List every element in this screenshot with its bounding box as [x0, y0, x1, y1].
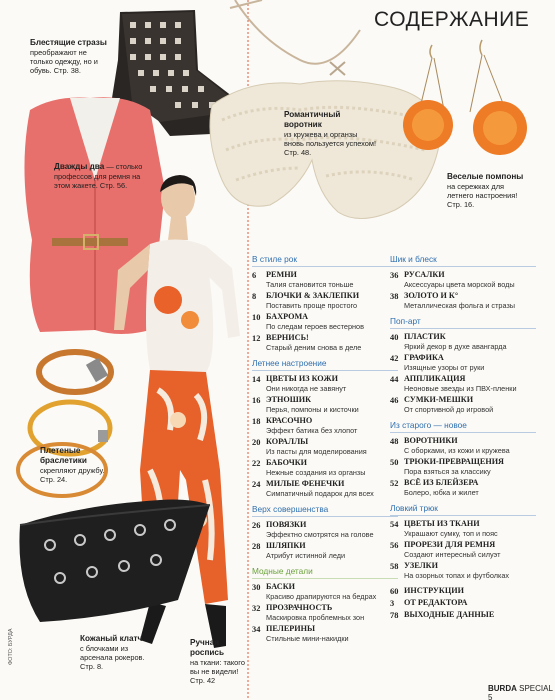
toc-entry-title: ЦВЕТЫ ИЗ КОЖИ: [266, 374, 338, 383]
toc-entry-title: БАХРОМА: [266, 312, 309, 321]
caption-strazy: [30, 38, 110, 75]
caption-vorotnik: [284, 110, 376, 157]
toc-right-column: [390, 254, 536, 626]
toc-entry-title: РУСАЛКИ: [404, 270, 445, 279]
caption-text: скрепляют дружбу. Стр. 24.: [40, 466, 105, 484]
toc-page-number: 24: [252, 480, 261, 489]
toc-entry-title: ЭТНОШИК: [266, 395, 312, 404]
toc-entry-title: КРАСОЧНО: [266, 416, 313, 425]
toc-entry-description: Стильные мини-накидки: [266, 634, 349, 643]
caption-pompony: [447, 172, 527, 209]
toc-entry-title: БАСКИ: [266, 582, 296, 591]
toc-entry-description: Металлическая фольга и стразы: [404, 301, 516, 310]
toc-entry-title: МИЛЫЕ ФЕНЕЧКИ: [266, 479, 345, 488]
toc-entry-description: Создают интересный силуэт: [404, 550, 501, 559]
toc-entry-text: [266, 333, 398, 352]
toc-entry[interactable]: [390, 598, 536, 608]
caption-title: Веселые помпоны: [447, 172, 524, 181]
pompom-earrings-image: [403, 40, 527, 155]
toc-page-number: 12: [252, 334, 261, 343]
caption-text: на ткани: такого вы не видели! Стр. 42: [190, 658, 245, 685]
toc-entry-description: Атрибут истинной леди: [266, 551, 346, 560]
toc-entry-description: Маскировка проблемных зон: [266, 613, 365, 622]
caption-text: преображают не только одежду, но и обувь. Стр. 38.: [30, 48, 98, 75]
toc-section-heading: Ловкий трюк: [390, 503, 536, 516]
toc-entry-text: [266, 520, 398, 539]
toc-page-number: 46: [390, 396, 399, 405]
toc-entry-description: Эффект батика без хлопот: [266, 426, 358, 435]
toc-entry-description: Болеро, юбка и жилет: [404, 488, 479, 497]
toc-entry[interactable]: [390, 291, 536, 310]
toc-left-column: [252, 254, 398, 649]
caption-text: на сережках для летнего настроения! Стр. 16.: [447, 182, 518, 209]
toc-section: [252, 358, 398, 498]
toc-section-heading: Верх совершенства: [252, 504, 398, 517]
toc-section-heading: Шик и блеск: [390, 254, 536, 267]
toc-entry-text: [266, 541, 398, 560]
toc-entry[interactable]: [390, 519, 536, 538]
toc-page-number: 42: [390, 354, 399, 363]
toc-entry-text: [266, 458, 398, 477]
toc-entry-text: [404, 332, 536, 351]
toc-section-heading: В стиле рок: [252, 254, 398, 267]
toc-entry-text: [266, 395, 398, 414]
toc-section: [252, 254, 398, 352]
toc-entry-title: ПРОЗРАЧНОСТЬ: [266, 603, 333, 612]
toc-entry-title: ВСЁ ИЗ БЛЕЙЗЕРА: [404, 478, 479, 487]
toc-entry[interactable]: [252, 437, 398, 456]
toc-entry-text: [266, 437, 398, 456]
toc-entry[interactable]: [390, 561, 536, 580]
leather-clutch-image: [19, 500, 210, 622]
toc-entry[interactable]: [390, 457, 536, 476]
toc-entry-text: [404, 540, 536, 559]
toc-entry-title: СУМКИ-МЕШКИ: [404, 395, 474, 404]
toc-page-number: 56: [390, 541, 399, 550]
toc-entry-description: Поставить проще простого: [266, 301, 358, 310]
toc-entry-description: Перья, помпоны и кисточки: [266, 405, 359, 414]
toc-entry[interactable]: [252, 541, 398, 560]
toc-entry-title: ТРЮКИ-ПРЕВРАЩЕНИЯ: [404, 457, 504, 466]
toc-page-number: 20: [252, 438, 261, 447]
toc-entry-description: От спортивной до игровой: [404, 405, 494, 414]
toc-entry[interactable]: [252, 291, 398, 310]
toc-page-number: 52: [390, 479, 399, 488]
toc-entry-text: [404, 610, 536, 620]
toc-entry-text: [404, 478, 536, 497]
toc-entry[interactable]: [252, 458, 398, 477]
toc-entry[interactable]: [252, 333, 398, 352]
toc-entry[interactable]: [252, 374, 398, 393]
toc-entry-text: [404, 270, 536, 289]
caption-title: Плетеные браслетики: [40, 446, 87, 465]
toc-entry-text: [404, 291, 536, 310]
toc-entry[interactable]: [252, 270, 398, 289]
toc-section-heading: Поп-арт: [390, 316, 536, 329]
toc-section: [252, 504, 398, 560]
toc-entry[interactable]: [390, 586, 536, 596]
caption-text: с блочками из арсенала рокеров. Стр. 8.: [80, 644, 145, 671]
toc-page-number: 36: [390, 271, 399, 280]
caption-title: Блестящие стразы: [30, 38, 107, 47]
toc-entry-title: ПЕЛЕРИНЫ: [266, 624, 316, 633]
toc-entry-description: Из пасты для моделирования: [266, 447, 367, 456]
toc-entry-description: Талия становится тоньше: [266, 280, 354, 289]
toc-page-number: 3: [390, 599, 395, 608]
toc-entry-description: Красиво драпируются на бедрах: [266, 592, 377, 601]
toc-entry-text: [266, 270, 398, 289]
toc-entry-text: [266, 374, 398, 393]
toc-entry[interactable]: [390, 540, 536, 559]
toc-entry[interactable]: [390, 395, 536, 414]
toc-entry-title: ВОРОТНИКИ: [404, 436, 458, 445]
toc-page-number: 78: [390, 611, 399, 620]
toc-page-number: 60: [390, 587, 399, 596]
toc-entry-title: ПЛАСТИК: [404, 332, 446, 341]
toc-page-number: 10: [252, 313, 261, 322]
toc-entry-text: [404, 395, 536, 414]
toc-entry-text: [404, 519, 536, 538]
caption-title: Кожаный клатч: [80, 634, 143, 643]
toc-entry-description: Украшают сумку, топ и пояс: [404, 529, 498, 538]
toc-entry[interactable]: [390, 332, 536, 351]
toc-page-number: 18: [252, 417, 261, 426]
toc-entry-title: ЦВЕТЫ ИЗ ТКАНИ: [404, 519, 480, 528]
toc-entry-description: С оборками, из кожи и кружева: [404, 446, 510, 455]
toc-entry[interactable]: [390, 353, 536, 372]
page-title: СОДЕРЖАНИЕ: [374, 8, 530, 31]
caption-title: Романтичный воротник: [284, 110, 341, 129]
toc-entry-title: КОРАЛЛЫ: [266, 437, 309, 446]
toc-entry-title: ВЕРНИСЬ!: [266, 333, 309, 342]
toc-entry-description: Неоновые звезды из ПВХ-пленки: [404, 384, 517, 393]
toc-section: [390, 254, 536, 310]
caption-braslety: [40, 446, 116, 484]
toc-entry-text: [266, 603, 398, 622]
toc-entry-description: Аксессуары цвета морской воды: [404, 280, 515, 289]
toc-entry-title: ИНСТРУКЦИИ: [404, 586, 464, 595]
caption-rospis: [190, 638, 252, 685]
toc-page-number: 32: [252, 604, 261, 613]
caption-text: — столько профессов для ремня на этом жакете. Стр. 56.: [54, 162, 143, 190]
toc-entry-text: [266, 312, 398, 331]
toc-page-number: 58: [390, 562, 399, 571]
toc-entry-text: [404, 374, 536, 393]
toc-page-number: 54: [390, 520, 399, 529]
toc-entry-text: [404, 586, 536, 596]
toc-page-number: 6: [252, 271, 257, 280]
toc-entry-description: Яркий декор в духе авангарда: [404, 342, 507, 351]
toc-entry-description: Нежные создания из органзы: [266, 468, 366, 477]
toc-page-number: 8: [252, 292, 257, 301]
toc-page-number: 40: [390, 333, 399, 342]
toc-entry-title: РЕМНИ: [266, 270, 297, 279]
toc-entry-title: БЛОЧКИ & ЗАКЛЕПКИ: [266, 291, 360, 300]
toc-section-heading: Летнее настроение: [252, 358, 398, 371]
toc-entry-title: АППЛИКАЦИЯ: [404, 374, 466, 383]
toc-entry-text: [266, 582, 398, 601]
toc-entry-description: По следам героев вестернов: [266, 322, 364, 331]
toc-page-number: 14: [252, 375, 261, 384]
toc-page-number: 30: [252, 583, 261, 592]
caption-title: Дважды два: [54, 162, 105, 171]
toc-entry-description: На озорных топах и футболках: [404, 571, 510, 580]
toc-section: [390, 503, 536, 580]
footer-brand: BURDA: [488, 684, 517, 693]
toc-entry[interactable]: [390, 436, 536, 455]
toc-section: [390, 586, 536, 620]
toc-entry-text: [266, 479, 398, 498]
toc-entry-text: [266, 624, 398, 643]
toc-section: [390, 316, 536, 414]
toc-entry[interactable]: [252, 582, 398, 601]
toc-entry-description: Изящные узоры от руки: [404, 363, 485, 372]
toc-page-number: 34: [252, 625, 261, 634]
toc-section-heading: Модные детали: [252, 566, 398, 579]
footer-page-number: 5: [488, 693, 493, 700]
toc-page-number: 22: [252, 459, 261, 468]
toc-section: [252, 566, 398, 643]
toc-entry[interactable]: [252, 479, 398, 498]
caption-dvazhdy: [54, 162, 154, 190]
toc-entry[interactable]: [390, 270, 536, 289]
toc-entry[interactable]: [252, 312, 398, 331]
toc-page-number: 28: [252, 542, 261, 551]
toc-page-number: 26: [252, 521, 261, 530]
toc-entry-description: Они никогда не завянут: [266, 384, 347, 393]
toc-entry[interactable]: [252, 416, 398, 435]
toc-entry[interactable]: [252, 395, 398, 414]
toc-section: [390, 420, 536, 497]
toc-entry-description: Пора взяться за классику: [404, 467, 491, 476]
toc-entry-text: [266, 291, 398, 310]
toc-entry-text: [404, 353, 536, 372]
toc-page-number: 44: [390, 375, 399, 384]
toc-section-heading: Из старого — новое: [390, 420, 536, 433]
toc-entry[interactable]: [390, 374, 536, 393]
toc-entry-description: Старый деним снова в деле: [266, 343, 362, 352]
toc-entry[interactable]: [252, 520, 398, 539]
toc-page-number: 48: [390, 437, 399, 446]
toc-page-number: 50: [390, 458, 399, 467]
toc-entry-title: ВЫХОДНЫЕ ДАННЫЕ: [404, 610, 495, 619]
toc-entry-text: [404, 561, 536, 580]
toc-page-number: 38: [390, 292, 399, 301]
toc-entry-title: ПРОРЕЗИ ДЛЯ РЕМНЯ: [404, 540, 496, 549]
toc-entry-title: ЗОЛОТО И К°: [404, 291, 459, 300]
toc-entry-title: ПОВЯЗКИ: [266, 520, 307, 529]
pink-jacket-image: [24, 97, 165, 334]
toc-entry-title: ГРАФИКА: [404, 353, 444, 362]
toc-entry[interactable]: [390, 478, 536, 497]
caption-title: Ручная роспись: [190, 638, 225, 657]
toc-entry[interactable]: [390, 610, 536, 620]
page-footer: [488, 684, 555, 700]
caption-klatch: [80, 634, 154, 671]
toc-entry[interactable]: [252, 603, 398, 622]
toc-page-number: 16: [252, 396, 261, 405]
toc-entry-title: УЗЕЛКИ: [404, 561, 438, 570]
toc-entry-description: Эффектно смотрятся на голове: [266, 530, 374, 539]
toc-entry-title: БАБОЧКИ: [266, 458, 308, 467]
footer-issue: SPECIAL: [519, 684, 553, 693]
toc-entry-text: [404, 598, 536, 608]
toc-entry-description: Симпатичный подарок для всех: [266, 489, 374, 498]
toc-entry-title: ШЛЯПКИ: [266, 541, 306, 550]
toc-entry-title: ОТ РЕДАКТОРА: [404, 598, 468, 607]
toc-entry[interactable]: [252, 624, 398, 643]
caption-text: из кружева и органзы вновь пользуется успехом! Стр. 48.: [284, 130, 377, 157]
toc-entry-text: [266, 416, 398, 435]
toc-entry-text: [404, 457, 536, 476]
toc-entry-text: [404, 436, 536, 455]
photo-credit: ФОТО: БУРДА: [8, 628, 14, 665]
